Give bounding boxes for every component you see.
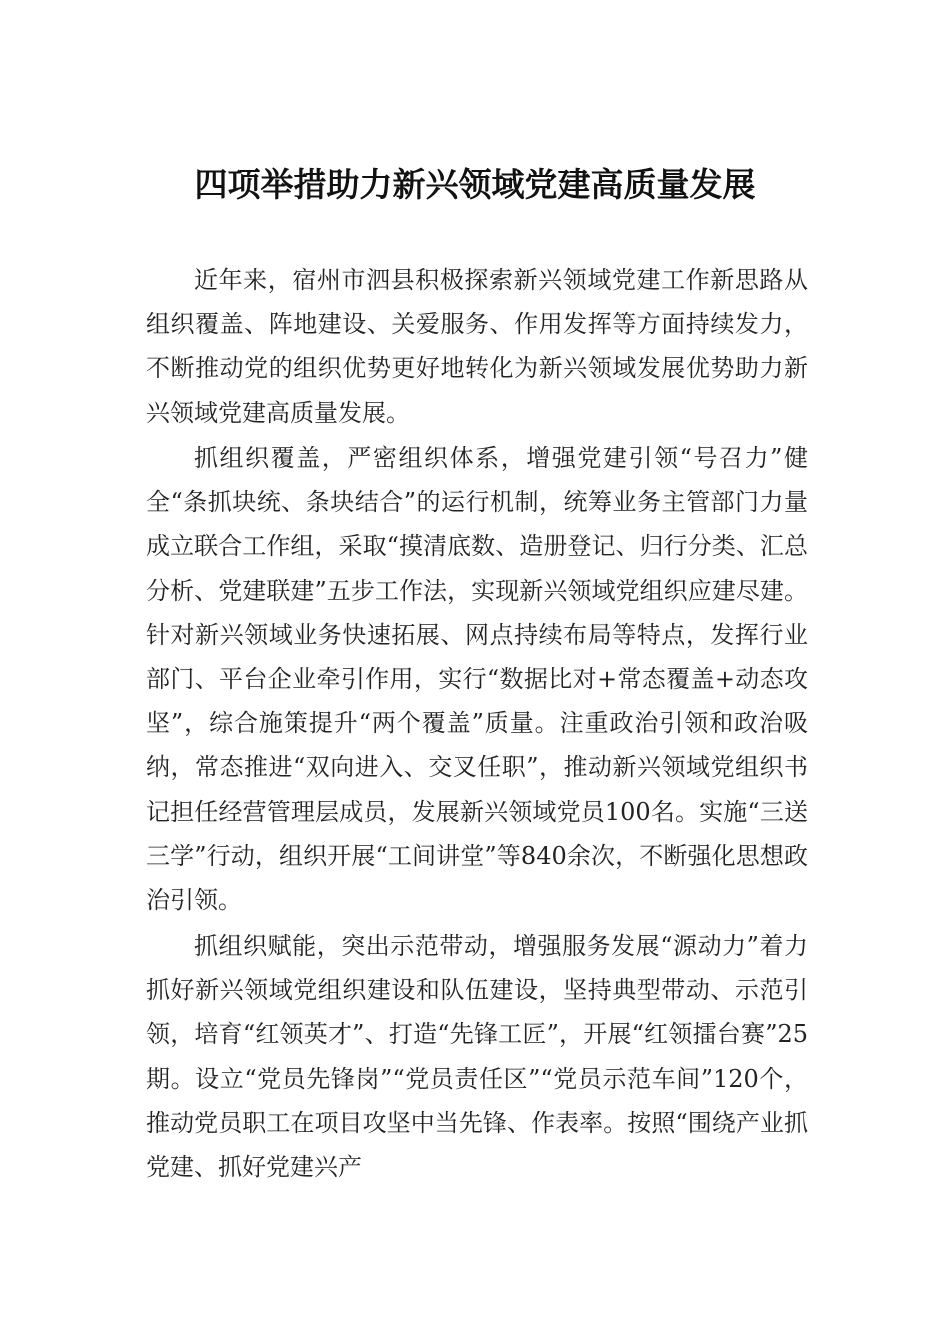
paragraph-intro — [146, 258, 808, 435]
paragraph-organization-empowerment — [146, 924, 808, 1189]
document-title: 四项举措助力新兴领域党建高质量发展 — [194, 165, 756, 204]
paragraph-text: 近年来，宿州市泗县积极探索新兴领域党建工作新思路从组织覆盖、阵地建设、关爱服务、作用发挥等方面持续发力，不断推动党的组织优势更好地转化为新兴领域发展优势助力新兴领域党建高质量发展。 — [146, 266, 808, 427]
paragraph-organization-coverage — [146, 436, 808, 922]
paragraph-text: 抓组织覆盖，严密组织体系，增强党建引领“号召力”健全“条抓块统、条块结合”的运行机制，统筹业务主管部门力量成立联合工作组，采取“摸清底数、造册登记、归行分类、汇总分析、党建联建”五步工作法，实现新兴领域党组织应建尽建。针对新兴领域业务快速拓展、网点持续布局等特点，发挥行业部门、平台企业牵引作用，实行“数据比对+常态覆盖+动态攻坚”，综合施策提升“两个覆盖”质量。注重政治引领和政治吸纳，常态推进“双向进入、交叉任职”，推动新兴领域党组织书记担任经营管理层成员，发展新兴领域党员100名。实施“三送三学”行动，组织开展“工间讲堂”等840余次，不断强化思想政治引领。 — [146, 444, 808, 915]
paragraph-text: 抓组织赋能，突出示范带动，增强服务发展“源动力”着力抓好新兴领域党组织建设和队伍建设，坚持典型带动、示范引领，培育“红领英才”、打造“先锋工匠”，开展“红领擂台赛”25期。设立“党员先锋岗”“党员责任区”“党员示范车间”120个，推动党员职工在项目攻坚中当先锋、作表率。按照“围绕产业抓党建、抓好党建兴产 — [146, 932, 808, 1182]
